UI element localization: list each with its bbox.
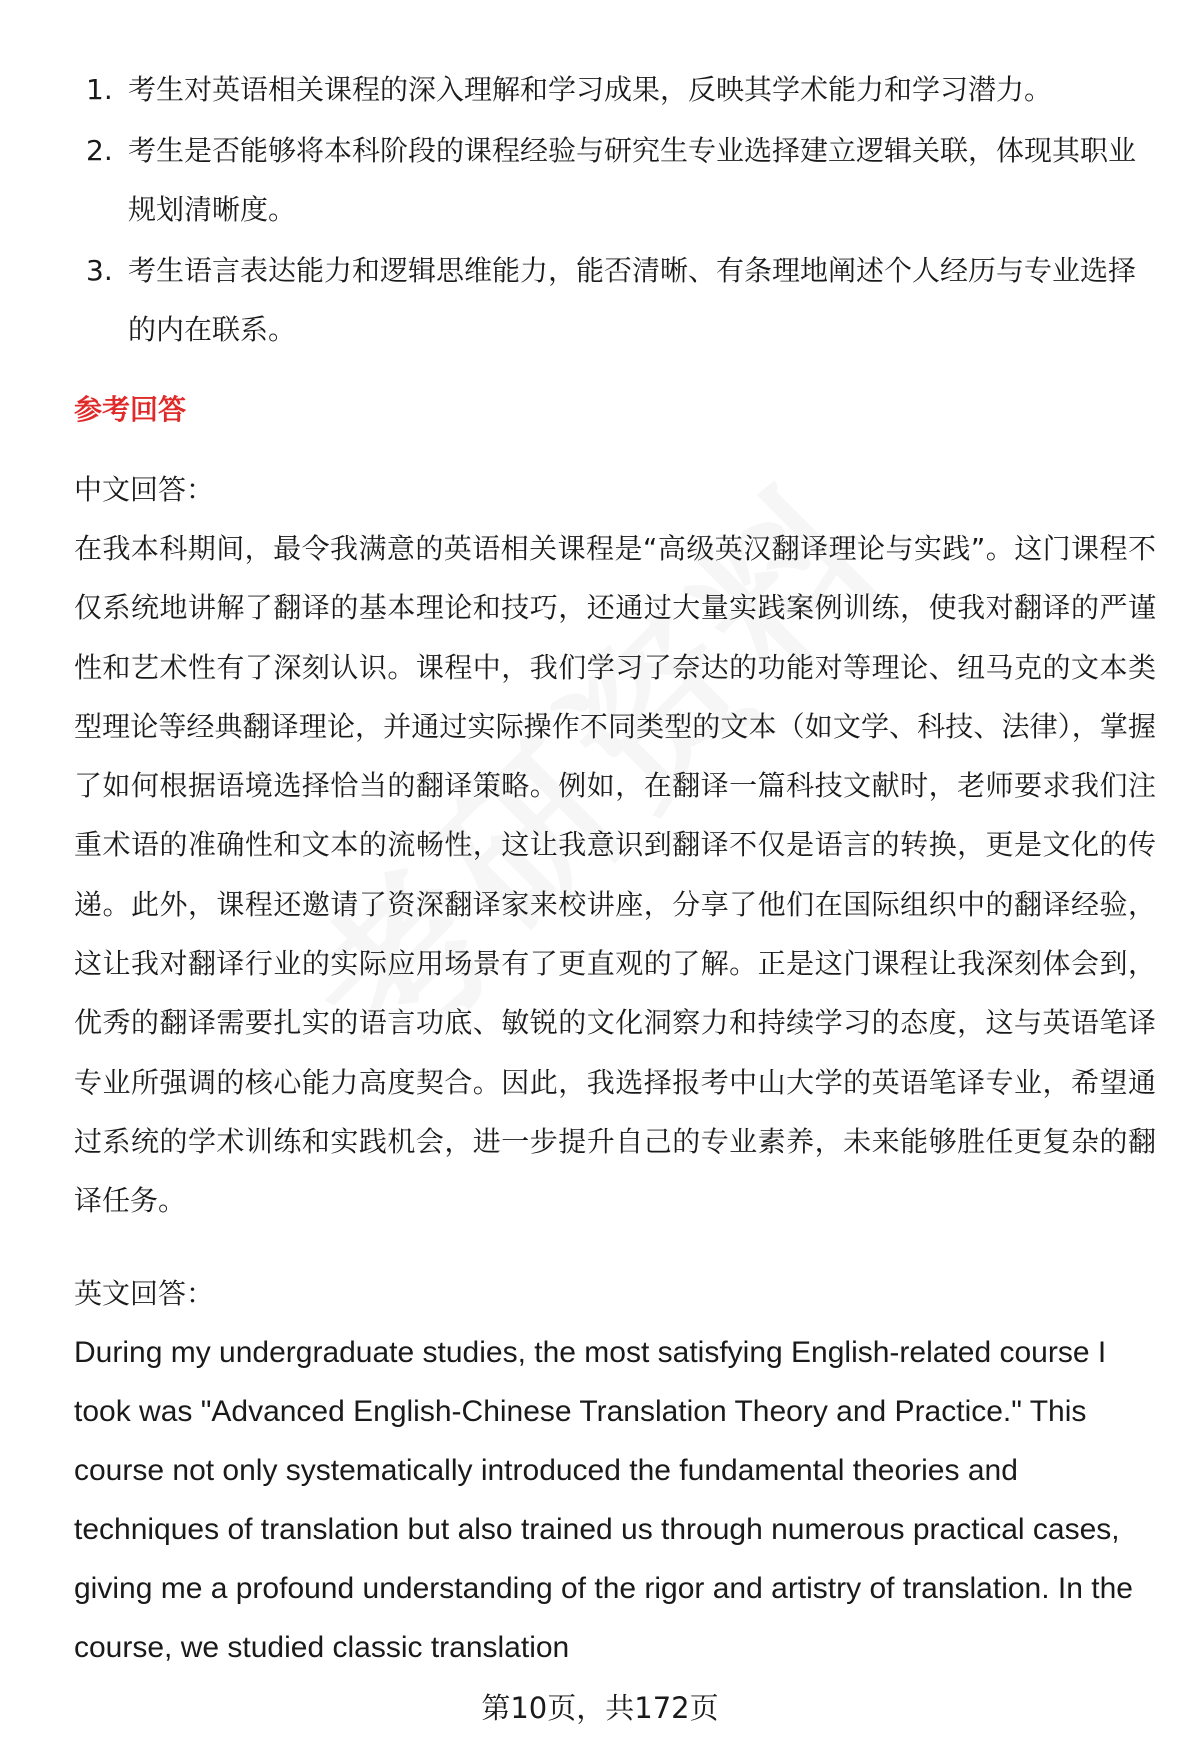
english-answer-paragraph: During my undergraduate studies, the most satisfying English-related course I took was "Advanced English-Chinese Translation Theory and Practice." This course not only systematically introduced the fundamental theories and techniques of translation but also trained us through numerous practical cases, giving me a profound understanding of the rigor and artistry of translation. In the course, we studied classic translation <box>74 1336 1133 1664</box>
list-text: 考生语言表达能力和逻辑思维能力，能否清晰、有条理地阐述个人经历与专业选择的内在联系。 <box>128 254 1137 346</box>
criteria-list <box>74 60 1154 361</box>
list-item <box>74 60 1154 119</box>
list-text: 考生对英语相关课程的深入理解和学习成果，反映其学术能力和学习潜力。 <box>128 73 1053 106</box>
english-answer-label: 英文回答： <box>74 1277 215 1310</box>
list-item <box>74 121 1154 239</box>
list-number: 2. <box>86 134 113 167</box>
list-item <box>74 241 1154 359</box>
list-text: 考生是否能够将本科阶段的课程经验与研究生专业选择建立逻辑关联，体现其职业规划清晰度。 <box>128 134 1137 226</box>
chinese-answer-paragraph: 在我本科期间，最令我满意的英语相关课程是“高级英汉翻译理论与实践”。这门课程不仅系统地讲解了翻译的基本理论和技巧，还通过大量实践案例训练，使我对翻译的严谨性和艺术性有了深刻认识。课程中，我们学习了奈达的功能对等理论、纽马克的文本类型理论等经典翻译理论，并通过实际操作不同类型的文本（如文学、科技、法律），掌握了如何根据语境选择恰当的翻译策略。例如，在翻译一篇科技文献时，老师要求我们注重术语的准确性和文本的流畅性，这让我意识到翻译不仅是语言的转换，更是文化的传递。此外，课程还邀请了资深翻译家来校讲座，分享了他们在国际组织中的翻译经验，这让我对翻译行业的实际应用场景有了更直观的了解。正是这门课程让我深刻体会到，优秀的翻译需要扎实的语言功底、敏锐的文化洞察力和持续学习的态度，这与英语笔译专业所强调的核心能力高度契合。因此，我选择报考中山大学的英语笔译专业，希望通过系统的学术训练和实践机会，进一步提升自己的专业素养，未来能够胜任更复杂的翻译任务。 <box>74 532 1156 1218</box>
reference-answer-heading: 参考回答 <box>74 393 187 426</box>
list-number: 1. <box>86 73 113 106</box>
chinese-answer-label: 中文回答： <box>74 473 215 506</box>
list-number: 3. <box>86 254 113 287</box>
page-number-footer: 第10页，共172页 <box>481 1691 719 1725</box>
